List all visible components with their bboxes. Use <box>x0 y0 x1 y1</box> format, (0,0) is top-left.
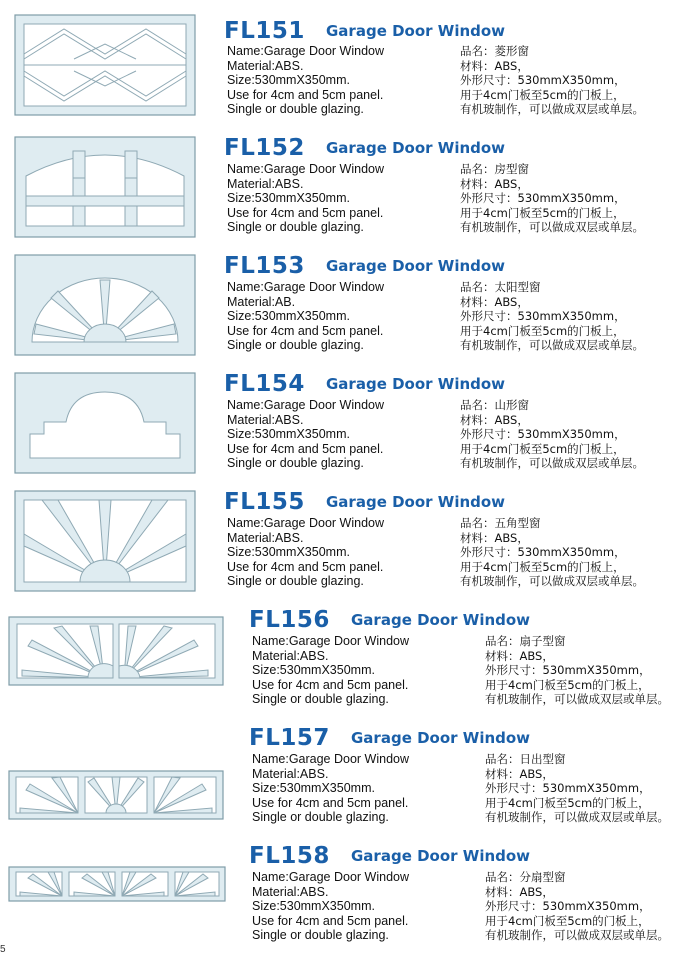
window-diamond-image <box>14 14 196 116</box>
spec-cn-size: 外形尺寸：530mmX350mm， <box>485 781 651 795</box>
spec-name: Name:Garage Door Window <box>252 752 410 766</box>
spec-glazing: Single or double glazing. <box>252 692 389 706</box>
spec-cn-material: 材料：ABS， <box>460 530 529 545</box>
spec-cn-material: 材料：ABS， <box>460 412 529 427</box>
product-code: FL151 <box>224 18 305 44</box>
spec-material: Material:ABS. <box>252 884 329 899</box>
spec-usage: Use for 4cm and 5cm panel. <box>227 441 384 456</box>
specs-english <box>227 44 384 117</box>
spec-cn-glazing: 有机玻制作，可以做成双层或单层。 <box>485 692 669 706</box>
spec-name: Name:Garage Door Window <box>227 162 385 176</box>
product-code: FL158 <box>249 843 330 869</box>
window-pentagon-rays-image <box>14 490 196 592</box>
spec-usage: Use for 4cm and 5cm panel. <box>227 87 384 102</box>
specs-english <box>252 634 409 707</box>
spec-cn-glazing: 有机玻制作，可以做成双层或单层。 <box>460 456 644 470</box>
spec-cn-glazing: 有机玻制作，可以做成双层或单层。 <box>460 220 644 234</box>
spec-cn-usage: 用于4cm门板至5cm的门板上， <box>485 913 650 928</box>
spec-cn-material: 材料：ABS， <box>460 294 529 309</box>
spec-name: Name:Garage Door Window <box>227 516 385 530</box>
spec-material: Material:ABS. <box>227 176 304 191</box>
window-mountain-image <box>14 372 196 474</box>
spec-cn-usage: 用于4cm门板至5cm的门板上， <box>460 559 625 574</box>
product-title: Garage Door Window <box>351 729 531 747</box>
spec-cn-usage: 用于4cm门板至5cm的门板上， <box>460 441 625 456</box>
spec-name: Name:Garage Door Window <box>227 44 385 58</box>
spec-cn-usage: 用于4cm门板至5cm的门板上， <box>485 795 650 810</box>
product-fl153 <box>0 238 700 356</box>
product-code: FL155 <box>224 489 305 515</box>
specs-chinese <box>460 280 644 353</box>
spec-name: Name:Garage Door Window <box>227 398 385 412</box>
product-fl152 <box>0 120 700 238</box>
page-number: 5 <box>0 944 6 955</box>
spec-cn-usage: 用于4cm门板至5cm的门板上， <box>460 323 625 338</box>
spec-cn-material: 材料：ABS， <box>460 176 529 191</box>
spec-size: Size:530mmX350mm. <box>227 73 350 87</box>
specs-chinese <box>485 634 669 707</box>
window-house-grid-image <box>14 136 196 238</box>
spec-cn-size: 外形尺寸：530mmX350mm， <box>460 191 626 205</box>
specs-english <box>252 752 409 825</box>
spec-name: Name:Garage Door Window <box>252 634 410 648</box>
product-title: Garage Door Window <box>326 139 506 157</box>
spec-usage: Use for 4cm and 5cm panel. <box>252 795 409 810</box>
product-fl158 <box>0 828 700 946</box>
product-fl157 <box>0 710 700 828</box>
product-title: Garage Door Window <box>326 375 506 393</box>
spec-material: Material:ABS. <box>252 766 329 781</box>
product-fl156 <box>0 592 700 710</box>
spec-cn-material: 材料：ABS， <box>460 58 529 73</box>
spec-size: Size:530mmX350mm. <box>252 781 375 795</box>
product-fl151 <box>0 0 700 120</box>
spec-cn-usage: 用于4cm门板至5cm的门板上， <box>460 87 625 102</box>
spec-cn-size: 外形尺寸：530mmX350mm， <box>460 427 626 441</box>
spec-cn-size: 外形尺寸：530mmX350mm， <box>460 309 626 323</box>
spec-cn-material: 材料：ABS， <box>485 648 554 663</box>
spec-glazing: Single or double glazing. <box>227 574 364 588</box>
spec-cn-name: 品名：菱形窗 <box>460 44 529 58</box>
spec-usage: Use for 4cm and 5cm panel. <box>227 559 384 574</box>
spec-cn-name: 品名：房型窗 <box>460 162 529 176</box>
spec-glazing: Single or double glazing. <box>227 102 364 116</box>
specs-chinese <box>485 752 669 825</box>
product-code: FL153 <box>224 253 305 279</box>
spec-glazing: Single or double glazing. <box>252 928 389 942</box>
spec-cn-usage: 用于4cm门板至5cm的门板上， <box>460 205 625 220</box>
spec-cn-name: 品名：扇子型窗 <box>485 634 566 648</box>
spec-cn-material: 材料：ABS， <box>485 884 554 899</box>
spec-glazing: Single or double glazing. <box>227 456 364 470</box>
spec-cn-glazing: 有机玻制作，可以做成双层或单层。 <box>485 810 669 824</box>
spec-cn-name: 品名：山形窗 <box>460 398 529 412</box>
specs-english <box>252 870 409 943</box>
product-code: FL154 <box>224 371 305 397</box>
spec-cn-usage: 用于4cm门板至5cm的门板上， <box>485 677 650 692</box>
product-title: Garage Door Window <box>326 493 506 511</box>
product-code: FL157 <box>249 725 330 751</box>
product-title: Garage Door Window <box>326 22 506 40</box>
product-code: FL152 <box>224 135 305 161</box>
specs-english <box>227 280 384 353</box>
specs-english <box>227 162 384 235</box>
spec-usage: Use for 4cm and 5cm panel. <box>252 677 409 692</box>
spec-material: Material:ABS. <box>227 530 304 545</box>
spec-size: Size:530mmX350mm. <box>227 309 350 323</box>
spec-name: Name:Garage Door Window <box>252 870 410 884</box>
spec-material: Material:AB. <box>227 294 296 309</box>
product-fl155 <box>0 474 700 592</box>
specs-chinese <box>460 44 644 117</box>
product-title: Garage Door Window <box>351 611 531 629</box>
spec-usage: Use for 4cm and 5cm panel. <box>227 205 384 220</box>
window-split-fan-image <box>8 866 226 902</box>
product-title: Garage Door Window <box>351 847 531 865</box>
spec-size: Size:530mmX350mm. <box>252 663 375 677</box>
specs-english <box>227 516 384 589</box>
spec-glazing: Single or double glazing. <box>227 220 364 234</box>
spec-material: Material:ABS. <box>252 648 329 663</box>
spec-cn-material: 材料：ABS， <box>485 766 554 781</box>
spec-size: Size:530mmX350mm. <box>227 545 350 559</box>
spec-size: Size:530mmX350mm. <box>227 191 350 205</box>
spec-material: Material:ABS. <box>227 412 304 427</box>
product-code: FL156 <box>249 607 330 633</box>
spec-cn-name: 品名：太阳型窗 <box>460 280 541 294</box>
spec-cn-name: 品名：五角型窗 <box>460 516 541 530</box>
specs-chinese <box>460 162 644 235</box>
spec-glazing: Single or double glazing. <box>227 338 364 352</box>
specs-chinese <box>460 398 644 471</box>
spec-material: Material:ABS. <box>227 58 304 73</box>
window-sun-image <box>14 254 196 356</box>
specs-english <box>227 398 384 471</box>
spec-usage: Use for 4cm and 5cm panel. <box>227 323 384 338</box>
spec-cn-size: 外形尺寸：530mmX350mm， <box>460 73 626 87</box>
spec-cn-glazing: 有机玻制作，可以做成双层或单层。 <box>485 928 669 942</box>
spec-name: Name:Garage Door Window <box>227 280 385 294</box>
spec-glazing: Single or double glazing. <box>252 810 389 824</box>
spec-cn-glazing: 有机玻制作，可以做成双层或单层。 <box>460 574 644 588</box>
specs-chinese <box>485 870 669 943</box>
spec-size: Size:530mmX350mm. <box>252 899 375 913</box>
spec-cn-size: 外形尺寸：530mmX350mm， <box>485 663 651 677</box>
spec-cn-glazing: 有机玻制作，可以做成双层或单层。 <box>460 102 644 116</box>
spec-cn-name: 品名：日出型窗 <box>485 752 566 766</box>
spec-cn-glazing: 有机玻制作，可以做成双层或单层。 <box>460 338 644 352</box>
window-fan-pair-image <box>8 616 224 686</box>
spec-usage: Use for 4cm and 5cm panel. <box>252 913 409 928</box>
product-fl154 <box>0 356 700 474</box>
spec-cn-size: 外形尺寸：530mmX350mm， <box>485 899 651 913</box>
spec-size: Size:530mmX350mm. <box>227 427 350 441</box>
spec-cn-name: 品名：分扇型窗 <box>485 870 566 884</box>
product-title: Garage Door Window <box>326 257 506 275</box>
spec-cn-size: 外形尺寸：530mmX350mm， <box>460 545 626 559</box>
window-sunrise-triple-image <box>8 770 224 820</box>
specs-chinese <box>460 516 644 589</box>
